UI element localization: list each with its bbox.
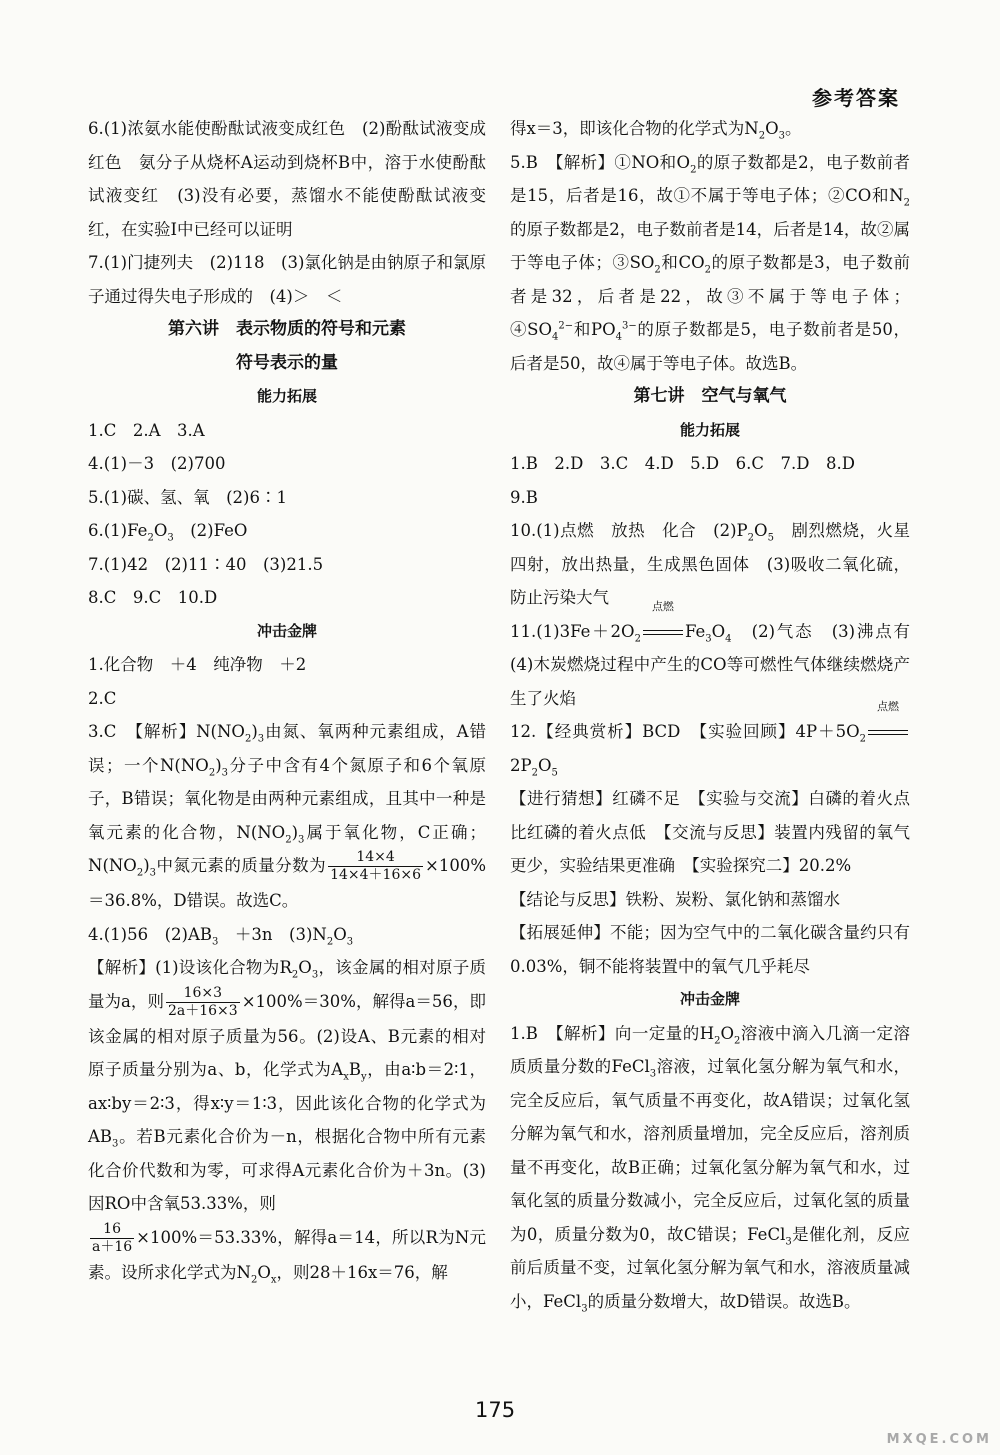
ability-heading: 能力拓展 [256, 387, 317, 405]
answer-7: 7.(1)门捷列夫 (2)118 (3)氯化钠是由钠原子和氯原子通过得失电子形成的 (4)＞ ＜ [88, 253, 486, 306]
answer-9: 9.B [510, 487, 538, 507]
gold-heading: 冲击金牌 [256, 621, 317, 640]
left-column [88, 112, 486, 1289]
watermark: MXQE.COM [886, 1432, 992, 1447]
fraction: $\frac{16}{a+16}$ [92, 1220, 133, 1255]
fraction: $\frac{14\times 4}{14\times 4+16\times 6}$ [330, 849, 421, 883]
answer-12: 12.【经典赏析】BCD 【实验回顾】$4P+5O_2$ 点燃 $2P_2O_5$ 【进行猜想】红磷不足 【实验与交流】白磷的着火点比红磷的着火点低 【交流与反思】装置内残留的氧气更少，实验结果更准确 【实验探究二】20.2% 【结论与反思】铁粉、炭粉、氯化钠和蒸馏水 【拓展延伸】不能；因为空气中的二氧化碳含量约只有0.03%，铜不能将装置中的氧气几乎耗尽 [510, 700, 910, 976]
answer-4: 4.(1)－3 (2)700 [88, 454, 226, 473]
gold-1: 1.化合物 ＋4 纯净物 ＋2 [88, 655, 307, 674]
gold-heading-2: 冲击金牌 [679, 990, 740, 1008]
answer-8-10: 8.C 9.C 10.D [88, 588, 218, 607]
answer-5: 5.(1)碳、氢、氧 (2)6∶1 [88, 487, 287, 507]
right-column [510, 112, 927, 1318]
answer-1-8: 1.B 2.D 3.C 4.D 5.D 6.C 7.D 8.D [510, 454, 855, 473]
answer-10: 10.(1)点燃 放热 化合 $(2)P_2O_5$ 剧烈燃烧，火星四射，放出热量，生成黑色固体 (3)吸收二氧化硫，防止污染大气 [510, 521, 911, 607]
gold-4-analysis: 【解析】(1)设该化合物为$R_2O_3$，该金属的相对原子质量为a，则 $\frac{16\times 3}{2a+16\times 3}$ ×100%＝30%，解得a＝56，即该金属的相对原子质量为56。(2)设A、B元素的相对原子质量分别为a、b，化学式为$A_xB_y$，由a∶b＝2∶1，ax∶by＝2∶3，得x∶y＝1∶3，因此该化合物的化学式为$AB_3$。若B元素化合价为－n，根据化合物中所有元素化合价代数和为零，可求得A元素化合价为＋3n。(3)因RO中含氧53.33%，则 $\frac{16}{a+16}$ ×100%＝53.33%，解得a＝14，所以R为N元素。设所求化学式为$N_2O_x$，则28＋16x＝76，解 [88, 958, 487, 1285]
lecture-6-title: 第六讲 表示物质的符号和元素 [168, 319, 406, 339]
page-number: 175 [475, 1398, 516, 1422]
ability-heading-2: 能力拓展 [679, 420, 740, 439]
answer-6: 6.(1)浓氨水能使酚酞试液变成红色 (2)酚酞试液变成红色 氨分子从烧杯A运动到烧杯B中，溶于水使酚酞试液变红 (3)没有必要，蒸馏水不能使酚酞试液变红，在实验Ⅰ中已经可以证明 [88, 119, 486, 239]
reaction-condition: 点燃 [641, 615, 685, 649]
lecture-7-title: 第七讲 空气与氧气 [633, 386, 787, 406]
answer-6b: $6.(1)Fe_2O_3$ (2)FeO [88, 521, 248, 544]
header-title: 参考答案 [812, 86, 900, 110]
answer-7b: 7.(1)42 (2)11∶40 (3)21.5 [88, 554, 324, 574]
answer-11: $11.(1)3Fe+2O_2$ 点燃 $Fe_3O_4$ (2)气态 (3)沸点有 (4)木炭燃烧过程中产生的CO等可燃性气体继续燃烧产生了火焰 [510, 599, 927, 708]
continued-answer: 得x＝3，即该化合物的化学式为$N_2O_3$。 [510, 119, 802, 142]
reaction-condition: 点燃 [866, 715, 910, 749]
fraction: $\frac{16\times 3}{2a+16\times 3}$ [167, 984, 238, 1019]
answer-1-3: 1.C 2.A 3.A [88, 420, 205, 440]
answer-5-analysis: 5.B 【解析】①NO和$O_2$的原子数都是2，电子数前者是15，后者是16，故①不属于等电子体；②CO和$N_2$的原子数都是2，电子数前者是14，后者是14，故②属于等电子体；$③SO_2$和$CO_2$的原子数都是3，电子数前者是32，后者是22，故③不属于等电子体；$④SO_4^{2-}$和$PO_4^{3-}$的原子数都是5，电子数前者是50，后者是50，故④属于等电子体。故选B。 [510, 152, 910, 373]
gold-1-analysis: 1.B 【解析】向一定量的$H_2O_2$溶液中滴入几滴一定溶质质量分数的FeCl$_3$溶液，过氧化氢分解为氧气和水，完全反应后，氧气质量不再变化，故A错误；过氧化氢分解为氧气和水，溶剂质量增加，完全反应后，溶剂质量不再变化，故B正确；过氧化氢分解为氧气和水，过氧化氢的质量分数减小，完全反应后，过氧化氢的质量为0，质量分数为0，故C错误；FeCl$_3$是催化剂，反应前后质量不变，过氧化氢分解为氧气和水，溶液质量减小，FeCl$_3$的质量分数增大，故D错误。故选B。 [510, 1023, 911, 1314]
section-title: 符号表示的量 [236, 352, 338, 373]
gold-4: 4.(1)56 $(2)AB_3$ ＋3n $(3)N_2O_3$ [88, 924, 354, 947]
gold-2: 2.C [88, 688, 117, 708]
gold-3: 3.C 【解析】$N(NO_2)_3$由氮、氧两种元素组成，A错误；一个$N(NO_2)_3$分子中含有4个氮原子和6个氧原子，B错误；氧化物是由两种元素组成，且其中一种是氧元素的化合物，$N(NO_2)_3$属于氧化物，C正确；$N(NO_2)_3$中氮元素的质量分数为 $\frac{14\times 4}{14\times 4+16\times 6}$ ×100%＝36.8%，D错误。故选C。 [88, 722, 487, 910]
